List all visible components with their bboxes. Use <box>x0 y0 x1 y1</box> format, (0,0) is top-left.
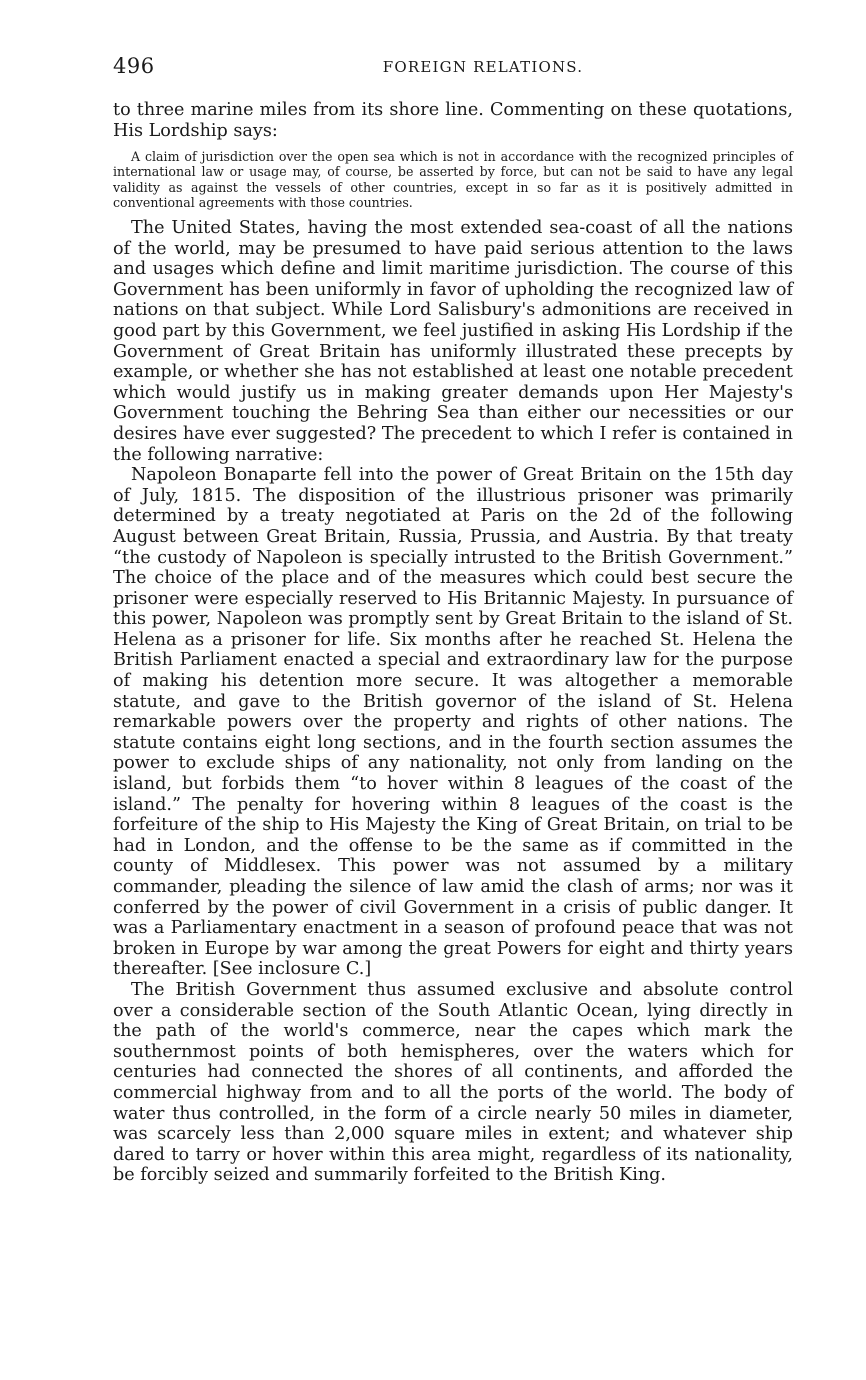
page-header <box>113 54 793 84</box>
paragraph-continued: to three marine miles from its shore line. Commenting on these quotations, His Lordship says: <box>113 100 793 141</box>
running-head: FOREIGN RELATIONS. <box>382 58 584 76</box>
body-text <box>113 100 793 1186</box>
block-quote: A claim of jurisdiction over the open sea which is not in accordance with the recognized principles of international law or usage may, of course, be asserted by force, but can not be said to have any legal validity as against the vessels of other countries, except in so far as it is positively admitted in conventional agreements with those countries. <box>113 149 793 210</box>
paragraph-napoleon: Napoleon Bonaparte fell into the power of Great Britain on the 15th day of July, 1815. The disposition of the illustrious prisoner was primarily determined by a treaty negotiated at Paris on the 2d of the following August between Great Britain, Russia, Prussia, and Austria. By that treaty “the custody of Napoleon is specially intrusted to the British Government.” The choice of the place and of the measures which could best secure the prisoner were especially reserved to His Britannic Majesty. In pursuance of this power, Napoleon was promptly sent by Great Britain to the island of St. Helena as a prisoner for life. Six months after he reached St. Helena the British Parliament enacted a special and extraordinary law for the purpose of making his detention more secure. It was altogether a memorable statute, and gave to the British governor of the island of St. Helena remarkable powers over the property and rights of other nations. The statute contains eight long sections, and in the fourth section assumes the power to exclude ships of any nationality, not only from landing on the island, but forbids them “to hover within 8 leagues of the coast of the island.” The penalty for hovering within 8 leagues of the coast is the forfeiture of the ship to His Majesty the King of Great Britain, on trial to be had in London, and the offense to be the same as if committed in the county of Middlesex. This power was not assumed by a military commander, pleading the silence of law amid the clash of arms; nor was it conferred by the power of civil Government in a crisis of public danger. It was a Parliamentary enactment in a season of profound peace that was not broken in Europe by war among the great Powers for eight and thirty years thereafter. [See inclosure C.] <box>113 465 793 980</box>
paragraph-british-government: The British Government thus assumed exclusive and absolute control over a considerable section of the South Atlantic Ocean, lying directly in the path of the world's commerce, near the capes which mark the southernmost points of both hemispheres, over the waters which for centuries had connected the shores of all continents, and afforded the commercial highway from and to all the ports of the world. The body of water thus controlled, in the form of a circle nearly 50 miles in diameter, was scarcely less than 2,000 square miles in extent; and whatever ship dared to tarry or hover within this area might, regardless of its nationality, be forcibly seized and summarily forfeited to the British King. <box>113 979 793 1186</box>
page-number: 496 <box>113 54 155 78</box>
paragraph-united-states: The United States, having the most extended sea-coast of all the nations of the world, may be presumed to have paid serious attention to the laws and usages which define and limit maritime jurisdiction. The course of this Government has been uniformly in favor of upholding the recognized law of nations on that subject. While Lord Salisbury's admonitions are received in good part by this Government, we feel justified in asking His Lordship if the Government of Great Britain has uniformly illustrated these precepts by example, or whether she has not established at least one notable precedent which would justify us in making greater demands upon Her Majesty's Government touching the Behring Sea than either our necessities or our desires have ever suggested? The precedent to which I refer is contained in the following narrative: <box>113 218 793 465</box>
